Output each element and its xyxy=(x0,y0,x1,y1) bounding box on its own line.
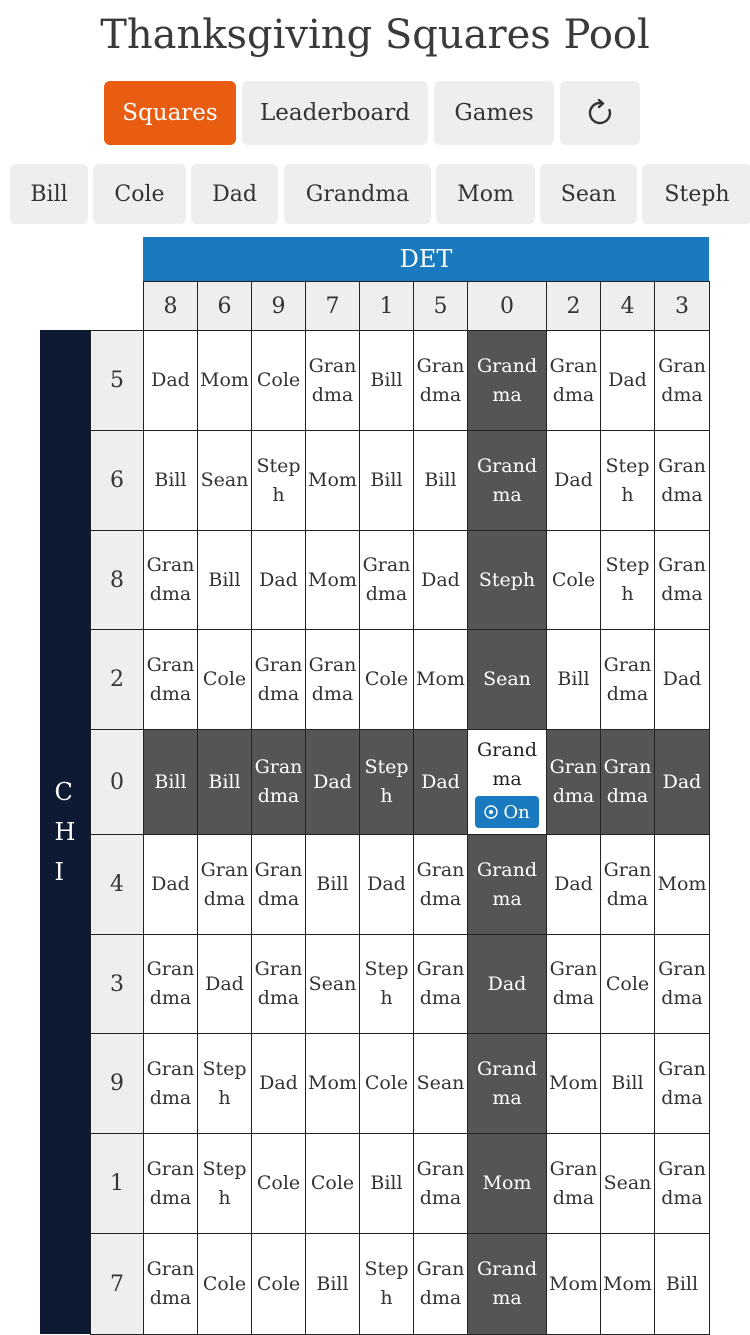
square-cell[interactable] xyxy=(413,530,468,630)
side-digit: 9 xyxy=(90,1033,144,1134)
square-cell[interactable] xyxy=(467,530,547,630)
square-owner: Sean xyxy=(416,1072,465,1094)
square-owner: Steph xyxy=(605,554,650,605)
square-owner: Bill xyxy=(611,1072,644,1094)
square-cell[interactable] xyxy=(251,1233,306,1335)
top-team-label: DET xyxy=(143,237,709,281)
player-button-cole[interactable]: Cole xyxy=(93,164,186,224)
square-owner: Grandma xyxy=(549,354,598,406)
square-owner: Grandma xyxy=(658,1157,706,1209)
square-cell[interactable] xyxy=(305,330,360,431)
square-owner: Grandma xyxy=(254,756,303,807)
square-cell[interactable] xyxy=(467,1133,547,1234)
square-owner: Steph xyxy=(364,756,409,807)
top-digit: 4 xyxy=(600,281,655,331)
square-cell[interactable] xyxy=(546,1233,601,1335)
square-owner: Grandma xyxy=(549,1157,598,1209)
square-cell[interactable] xyxy=(546,430,601,531)
side-team-letters: C H I xyxy=(54,778,76,886)
square-owner: Dad xyxy=(662,668,702,690)
square-cell[interactable] xyxy=(143,330,198,431)
square-cell[interactable] xyxy=(251,430,306,531)
square-owner: Grandma xyxy=(146,958,195,1009)
square-cell[interactable] xyxy=(305,729,360,835)
square-owner: Grandma xyxy=(146,554,195,605)
square-owner: Grandma xyxy=(477,454,537,506)
square-owner: Dad xyxy=(151,873,190,895)
square-cell[interactable] xyxy=(467,1033,547,1134)
square-owner: Sean xyxy=(483,668,531,690)
square-owner: Cole xyxy=(605,972,650,995)
top-digit: 8 xyxy=(143,281,198,331)
square-cell[interactable] xyxy=(359,729,414,835)
top-digit: 1 xyxy=(359,281,414,331)
square-owner: Steph xyxy=(364,958,409,1009)
square-owner: Bill xyxy=(316,1272,349,1295)
square-cell[interactable] xyxy=(654,729,710,835)
square-owner: Bill xyxy=(370,469,403,491)
square-cell[interactable] xyxy=(305,1133,360,1234)
square-cell[interactable] xyxy=(600,1133,655,1234)
square-owner: Steph xyxy=(202,1057,247,1109)
square-cell[interactable] xyxy=(600,834,655,935)
square-owner: Grandma xyxy=(146,1057,195,1109)
square-owner: Bill xyxy=(208,568,241,591)
side-digit: 0 xyxy=(90,729,144,835)
square-cell[interactable] xyxy=(143,1233,198,1335)
square-owner: Cole xyxy=(364,668,409,690)
square-owner: Cole xyxy=(364,1072,409,1094)
player-button-dad[interactable]: Dad xyxy=(191,164,278,224)
square-cell[interactable] xyxy=(600,629,655,730)
square-owner: Sean xyxy=(603,1172,652,1194)
side-team-label xyxy=(40,330,90,1334)
square-cell[interactable] xyxy=(413,834,468,935)
square-owner: Dad xyxy=(554,469,593,491)
square-owner: Grandma xyxy=(308,653,357,705)
square-cell[interactable] xyxy=(600,530,655,630)
square-owner: Dad xyxy=(662,770,702,793)
square-cell[interactable] xyxy=(305,1233,360,1335)
square-owner: Grandma xyxy=(658,1057,706,1109)
top-digit: 9 xyxy=(251,281,306,331)
square-cell[interactable] xyxy=(654,1033,710,1134)
square-cell[interactable] xyxy=(359,1133,414,1234)
square-owner: Mom xyxy=(549,1272,598,1295)
top-digit: 7 xyxy=(305,281,360,331)
square-owner: Cole xyxy=(551,568,596,591)
square-cell[interactable] xyxy=(546,1133,601,1234)
square-cell[interactable] xyxy=(413,1233,468,1335)
square-cell[interactable] xyxy=(654,1233,710,1335)
top-digit: 5 xyxy=(413,281,468,331)
square-owner: Grandma xyxy=(146,653,195,705)
square-cell[interactable] xyxy=(359,1033,414,1134)
square-cell[interactable] xyxy=(143,1033,198,1134)
square-cell[interactable] xyxy=(359,330,414,431)
square-cell[interactable] xyxy=(546,934,601,1034)
on-now-label: On xyxy=(503,801,530,823)
square-owner: Grandma xyxy=(308,354,357,406)
square-owner: Grandma xyxy=(254,858,303,910)
side-digit: 3 xyxy=(90,934,144,1034)
square-owner: Grandma xyxy=(416,1157,465,1209)
square-owner: Mom xyxy=(657,873,707,895)
square-owner: Dad xyxy=(367,873,406,895)
top-digit: 6 xyxy=(197,281,252,331)
square-cell[interactable] xyxy=(600,430,655,531)
square-owner: Dad xyxy=(259,1072,298,1094)
square-cell[interactable] xyxy=(143,729,198,835)
square-owner: Mom xyxy=(308,469,357,491)
square-cell[interactable] xyxy=(654,330,710,431)
square-owner: Dad xyxy=(421,770,460,793)
square-owner: Grandma xyxy=(603,653,652,705)
side-digit: 5 xyxy=(90,330,144,431)
square-owner: Dad xyxy=(259,568,298,591)
square-owner: Dad xyxy=(608,369,647,391)
square-cell[interactable] xyxy=(546,629,601,730)
player-button-steph[interactable]: Steph xyxy=(642,164,750,224)
top-digit: 3 xyxy=(654,281,710,331)
square-cell[interactable] xyxy=(143,430,198,531)
square-owner: Grandma xyxy=(477,1258,537,1309)
square-cell[interactable] xyxy=(467,1233,547,1335)
square-owner: Dad xyxy=(313,770,352,793)
square-owner: Cole xyxy=(310,1172,355,1194)
side-digit: 4 xyxy=(90,834,144,935)
square-cell[interactable] xyxy=(197,530,252,630)
square-cell[interactable] xyxy=(197,629,252,730)
square-owner: Grandma xyxy=(658,454,706,506)
square-cell[interactable] xyxy=(413,1133,468,1234)
square-cell[interactable] xyxy=(654,1133,710,1234)
square-owner: Mom xyxy=(200,369,249,391)
on-now-button[interactable] xyxy=(475,796,539,828)
square-cell[interactable] xyxy=(197,330,252,431)
square-cell[interactable] xyxy=(305,834,360,935)
square-owner: Grandma xyxy=(254,653,303,705)
square-owner: Bill xyxy=(665,1272,699,1295)
square-cell[interactable] xyxy=(654,530,710,630)
square-cell[interactable] xyxy=(251,729,306,835)
square-owner: Bill xyxy=(208,770,241,793)
refresh-icon xyxy=(586,99,614,127)
square-cell[interactable] xyxy=(197,430,252,531)
square-owner: Grandma xyxy=(146,1157,195,1209)
square-owner: Bill xyxy=(557,668,590,690)
square-cell[interactable] xyxy=(359,530,414,630)
square-cell[interactable] xyxy=(546,530,601,630)
page-title: Thanksgiving Squares Pool xyxy=(100,12,650,58)
square-cell[interactable] xyxy=(305,629,360,730)
nav-games-button[interactable]: Games xyxy=(434,81,554,145)
square-owner: Bill xyxy=(316,873,349,895)
square-cell[interactable] xyxy=(143,629,198,730)
current-square[interactable] xyxy=(467,729,547,835)
square-cell[interactable] xyxy=(546,330,601,431)
square-cell[interactable] xyxy=(251,1133,306,1234)
square-owner: Grandma xyxy=(416,858,465,910)
square-owner: Grandma xyxy=(658,554,706,605)
square-owner: Grandma xyxy=(658,958,706,1009)
player-button-sean[interactable]: Sean xyxy=(540,164,637,224)
square-cell[interactable] xyxy=(413,1033,468,1134)
square-cell[interactable] xyxy=(359,934,414,1034)
square-owner: Grandma xyxy=(603,858,652,910)
top-digit: 0 xyxy=(467,281,547,331)
square-owner: Grandma xyxy=(416,1258,465,1309)
square-cell[interactable] xyxy=(546,729,601,835)
square-cell[interactable] xyxy=(251,330,306,431)
square-cell[interactable] xyxy=(197,1233,252,1335)
square-cell[interactable] xyxy=(600,934,655,1034)
square-owner: Sean xyxy=(308,972,357,995)
square-owner: Steph xyxy=(256,454,301,506)
square-cell[interactable] xyxy=(197,934,252,1034)
square-owner: Grandma xyxy=(549,958,598,1009)
square-cell[interactable] xyxy=(467,430,547,531)
square-owner: Steph xyxy=(364,1258,409,1309)
square-cell[interactable] xyxy=(467,834,547,935)
square-cell[interactable] xyxy=(413,729,468,835)
square-cell[interactable] xyxy=(546,834,601,935)
square-owner: Grandma xyxy=(477,739,537,790)
square-owner: Sean xyxy=(200,469,249,491)
square-cell[interactable] xyxy=(305,530,360,630)
square-owner: Grandma xyxy=(477,858,537,910)
player-filter-bar xyxy=(0,164,750,226)
square-cell[interactable] xyxy=(143,834,198,935)
square-cell[interactable] xyxy=(197,1133,252,1234)
square-cell[interactable] xyxy=(305,430,360,531)
square-owner: Grandma xyxy=(200,858,249,910)
square-cell[interactable] xyxy=(467,934,547,1034)
square-cell[interactable] xyxy=(600,729,655,835)
nav-squares-button[interactable]: Squares xyxy=(104,81,236,145)
square-owner: Bill xyxy=(424,469,457,491)
square-owner: Mom xyxy=(603,1272,652,1295)
square-cell[interactable] xyxy=(143,934,198,1034)
square-cell[interactable] xyxy=(654,834,710,935)
square-owner: Grandma xyxy=(603,756,652,807)
player-button-grandma[interactable]: Grandma xyxy=(284,164,431,224)
square-owner: Bill xyxy=(370,369,403,391)
square-cell[interactable] xyxy=(305,1033,360,1134)
side-digit: 2 xyxy=(90,629,144,730)
square-owner: Bill xyxy=(154,770,187,793)
square-owner: Mom xyxy=(416,668,465,690)
square-cell[interactable] xyxy=(413,430,468,531)
square-cell[interactable] xyxy=(197,729,252,835)
square-cell[interactable] xyxy=(654,430,710,531)
square-cell[interactable] xyxy=(413,629,468,730)
player-button-mom[interactable]: Mom xyxy=(436,164,535,224)
square-owner: Grandma xyxy=(416,958,465,1009)
side-digit: 8 xyxy=(90,530,144,630)
square-cell[interactable] xyxy=(467,629,547,730)
square-owner: Bill xyxy=(370,1172,403,1194)
square-cell[interactable] xyxy=(546,1033,601,1134)
square-cell[interactable] xyxy=(143,1133,198,1234)
side-digit: 1 xyxy=(90,1133,144,1234)
square-cell[interactable] xyxy=(654,934,710,1034)
square-cell[interactable] xyxy=(359,1233,414,1335)
square-owner: Dad xyxy=(205,972,244,995)
square-cell[interactable] xyxy=(413,330,468,431)
side-digit: 6 xyxy=(90,430,144,531)
square-owner: Steph xyxy=(605,454,650,506)
square-cell[interactable] xyxy=(654,629,710,730)
square-cell[interactable] xyxy=(251,530,306,630)
main-nav xyxy=(0,81,750,145)
square-owner: Cole xyxy=(256,1272,301,1295)
square-owner: Cole xyxy=(202,668,247,690)
square-cell[interactable] xyxy=(197,834,252,935)
square-cell[interactable] xyxy=(305,934,360,1034)
square-owner: Cole xyxy=(202,1272,247,1295)
square-cell[interactable] xyxy=(251,629,306,730)
square-cell[interactable] xyxy=(197,1033,252,1134)
square-cell[interactable] xyxy=(413,934,468,1034)
square-owner: Grandma xyxy=(658,354,706,406)
square-owner: Mom xyxy=(308,1072,357,1094)
square-cell[interactable] xyxy=(251,834,306,935)
top-digit: 2 xyxy=(546,281,601,331)
square-cell[interactable] xyxy=(359,834,414,935)
square-cell[interactable] xyxy=(251,1033,306,1134)
square-cell[interactable] xyxy=(359,629,414,730)
square-owner: Mom xyxy=(308,568,357,591)
square-owner: Grandma xyxy=(146,1258,195,1309)
square-owner: Dad xyxy=(487,972,527,995)
square-owner: Bill xyxy=(154,469,187,491)
square-cell[interactable] xyxy=(600,330,655,431)
square-owner: Dad xyxy=(151,369,190,391)
nav-leaderboard-button[interactable]: Leaderboard xyxy=(242,81,428,145)
square-owner: Mom xyxy=(549,1072,598,1094)
square-owner: Steph xyxy=(478,568,536,591)
square-owner: Grandma xyxy=(362,554,411,605)
square-owner: Dad xyxy=(554,873,593,895)
square-cell[interactable] xyxy=(600,1033,655,1134)
player-button-bill[interactable]: Bill xyxy=(10,164,88,224)
square-cell[interactable] xyxy=(600,1233,655,1335)
side-digit: 7 xyxy=(90,1233,144,1335)
square-owner: Grandma xyxy=(416,354,465,406)
square-owner: Grandma xyxy=(549,756,598,807)
square-owner: Steph xyxy=(202,1157,247,1209)
square-cell[interactable] xyxy=(359,430,414,531)
square-cell[interactable] xyxy=(143,530,198,630)
square-owner: Grandma xyxy=(477,354,537,406)
square-cell[interactable] xyxy=(251,934,306,1034)
refresh-button[interactable] xyxy=(560,81,640,145)
square-owner: Dad xyxy=(421,568,460,591)
square-owner: Mom xyxy=(482,1172,532,1194)
square-cell[interactable] xyxy=(467,330,547,431)
square-owner: Cole xyxy=(256,1172,301,1194)
target-icon xyxy=(484,805,498,819)
square-owner: Cole xyxy=(256,369,301,391)
square-owner: Grandma xyxy=(254,958,303,1009)
square-owner: Grandma xyxy=(477,1057,537,1109)
